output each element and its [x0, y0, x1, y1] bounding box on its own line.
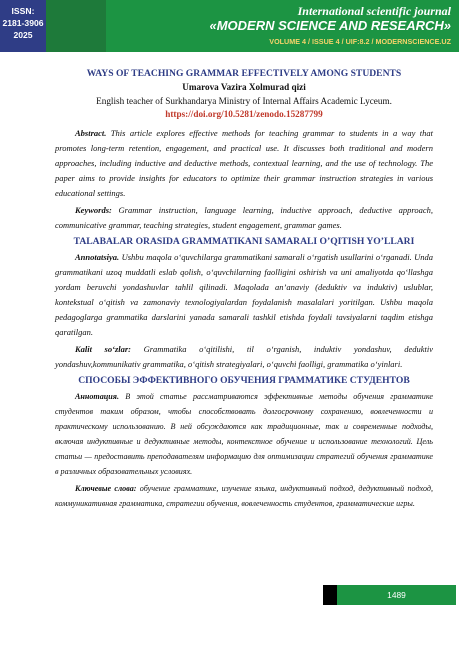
issn-year: 2025 — [13, 30, 33, 40]
uz-keywords-text: Grammatika o‘qitilishi, til o‘rganish, induktiv yondashuv, deduktiv yondashuv,kommunikativ grammatika, o‘qitish strategiyalari, o‘quvchi faolligi, grammatika o‘yinlari. — [55, 344, 434, 369]
uz-abstract-label: Annotatsiya. — [75, 252, 120, 262]
author-name: Umarova Vazira Xolmurad qizi — [182, 82, 306, 92]
uz-keywords-paragraph — [55, 342, 433, 372]
uz-keywords-label: Kalit so‘zlar: — [75, 344, 132, 354]
article-body — [55, 63, 433, 513]
doi-link[interactable]: https://doi.org/10.5281/zenodo.15287799 — [165, 109, 323, 119]
keywords-paragraph — [55, 203, 433, 233]
article-title: WAYS OF TEACHING GRAMMAR EFFECTIVELY AMONG STUDENTS — [86, 68, 402, 79]
abstract-paragraph — [55, 126, 433, 201]
journal-header — [0, 0, 459, 62]
abstract-text: This article explores effective methods for teaching grammar to students in a way that promotes long-term retention, engagement, and practical use. It discusses both traditional and modern approaches, including inductive and deductive methods, contextual learning, and the use of technology. The paper aims to provide insights for educators to optimize their grammar instruction strategies in various educational settings. — [55, 128, 433, 198]
footer-block — [323, 585, 337, 605]
issn-number: 2181-3906 — [2, 18, 44, 28]
journal-name: «MODERN SCIENCE AND RESEARCH» — [209, 18, 451, 33]
keywords-label: Keywords: — [75, 205, 112, 215]
keywords-text: Grammar instruction, language learning, inductive approach, deductive approach, communicative grammar, teaching strategies, student engagement, grammar games. — [55, 205, 433, 230]
ru-keywords-paragraph — [55, 481, 433, 511]
uz-title: TALABALAR ORASIDA GRAMMATIKANI SAMARALI O’QITISH YO’LLARI — [73, 236, 415, 247]
journal-type: International scientific journal — [297, 4, 451, 18]
ru-abstract-label: Аннотация. — [75, 392, 119, 401]
ru-keywords-text: обучение грамматике, изучение языка, индуктивный подход, дедуктивный подход, коммуникативная грамматика, стратегии обучения, вовлеченность студентов, грамматические игры. — [55, 484, 433, 508]
journal-meta: VOLUME 4 / ISSUE 4 / UIF:8.2 / MODERNSCIENCE.UZ — [269, 37, 451, 46]
abstract-label: Abstract. — [75, 128, 107, 138]
ru-title: СПОСОБЫ ЭФФЕКТИВНОГО ОБУЧЕНИЯ ГРАММАТИКЕ СТУДЕНТОВ — [78, 375, 410, 386]
ru-abstract-text: В этой статье рассматриваются эффективные методы обучения грамматике студентов таким образом, чтобы способствовать долгосрочному сохранению, вовлеченности и практическому использованию. В ней обсуждаются как традиционные, так и современные подходы, включая индуктивные и дедуктивные методы, контекстное обучение и использование технологий. Цель статьи — предоставить преподавателям информацию для оптимизации стратегий обучения грамматике в различных образовательных условиях. — [55, 392, 433, 476]
author-affiliation: English teacher of Surkhandarya Ministry of Internal Affairs Academic Lyceum. — [96, 96, 392, 106]
issn-box — [0, 0, 46, 52]
uz-abstract-paragraph — [55, 250, 433, 340]
issn-label: ISSN: — [11, 6, 35, 16]
ru-abstract-paragraph — [55, 389, 433, 479]
header-bar — [46, 0, 459, 52]
ru-keywords-label: Ключевые слова: — [75, 484, 137, 493]
uz-abstract-text: Ushbu maqola o‘quvchilarga grammatikani samarali o‘rgatish usullarini o‘rganadi. Unda grammatikani uzoq muddatli eslab qolish, o‘quvchilarning faolligini oshirish va uni amaliyotda qo‘llashga yordam beruvchi yondashuvlar tahlil qilinadi. Maqolada an’anaviy (deduktiv va induktiv) uslublar, kontekstual o‘qitish va zamonaviy texnologiyalardan foydalanish masalalari yoritilgan. Ushbu maqola pedagoglarga grammatika darslarini yanada samarali tashkil etishda foydali tavsiyalarni taqdim etishga qaratilgan. — [55, 252, 433, 337]
page-number: 1489 — [337, 585, 456, 605]
